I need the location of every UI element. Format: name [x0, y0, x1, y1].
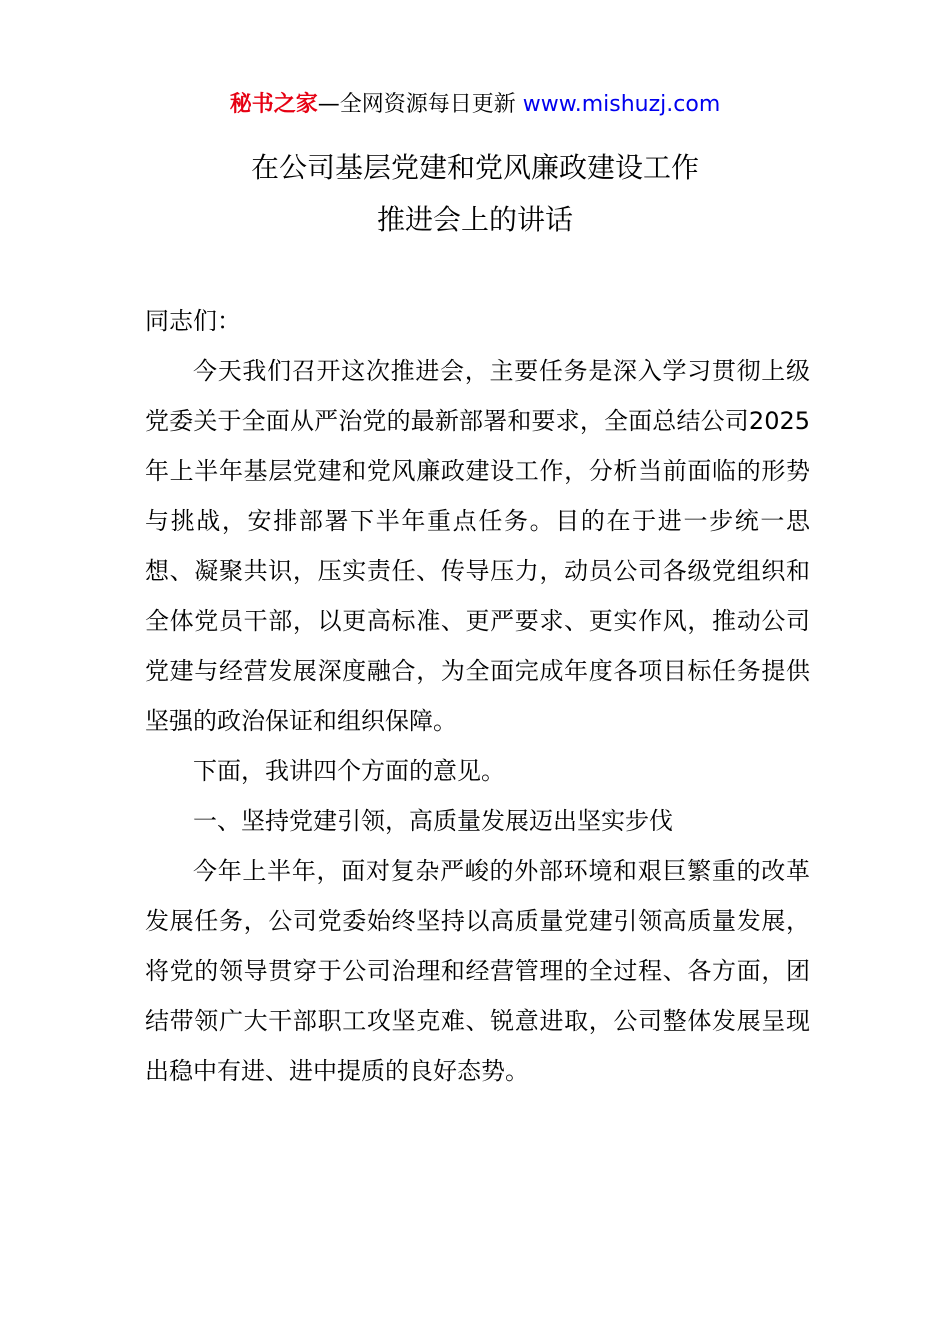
- document-title-line1: 在公司基层党建和党风廉政建设工作: [250, 151, 699, 184]
- paragraph: 今天我们召开这次推进会，主要任务是深入学习贯彻上级党委关于全面从严治党的最新部署和要求，全面总结公司2025年上半年基层党建和党风廉政建设工作，分析当前面临的形势与挑战，安排部署下半年重点任务。目的在于进一步统一思想、凝聚共识，压实责任、传导压力，动员公司各级党组织和全体党员干部，以更高标准、更严要求、更实作风，推动公司党建与经营发展深度融合，为全面完成年度各项目标任务提供坚强的政治保证和组织保障。: [145, 357, 810, 735]
- watermark-header: [0, 88, 950, 122]
- site-link[interactable]: www.mishuzj.com: [522, 92, 721, 117]
- document-body: [145, 296, 810, 1096]
- paragraph: 今年上半年，面对复杂严峻的外部环境和艰巨繁重的改革发展任务，公司党委始终坚持以高质量党建引领高质量发展，将党的领导贯穿于公司治理和经营管理的全过程、各方面，团结带领广大干部职工攻坚克难、锐意进取，公司整体发展呈现出稳中有进、进中提质的良好态势。: [145, 857, 810, 1085]
- header-tagline: —全网资源每日更新: [317, 92, 523, 117]
- brand-name: 秘书之家: [229, 92, 318, 117]
- salutation: 同志们：: [145, 307, 241, 335]
- section-heading: 一、坚持党建引领，高质量发展迈出坚实步伐: [193, 807, 673, 835]
- document-title-line2: 推进会上的讲话: [376, 203, 573, 236]
- paragraph: 下面，我讲四个方面的意见。: [193, 757, 505, 785]
